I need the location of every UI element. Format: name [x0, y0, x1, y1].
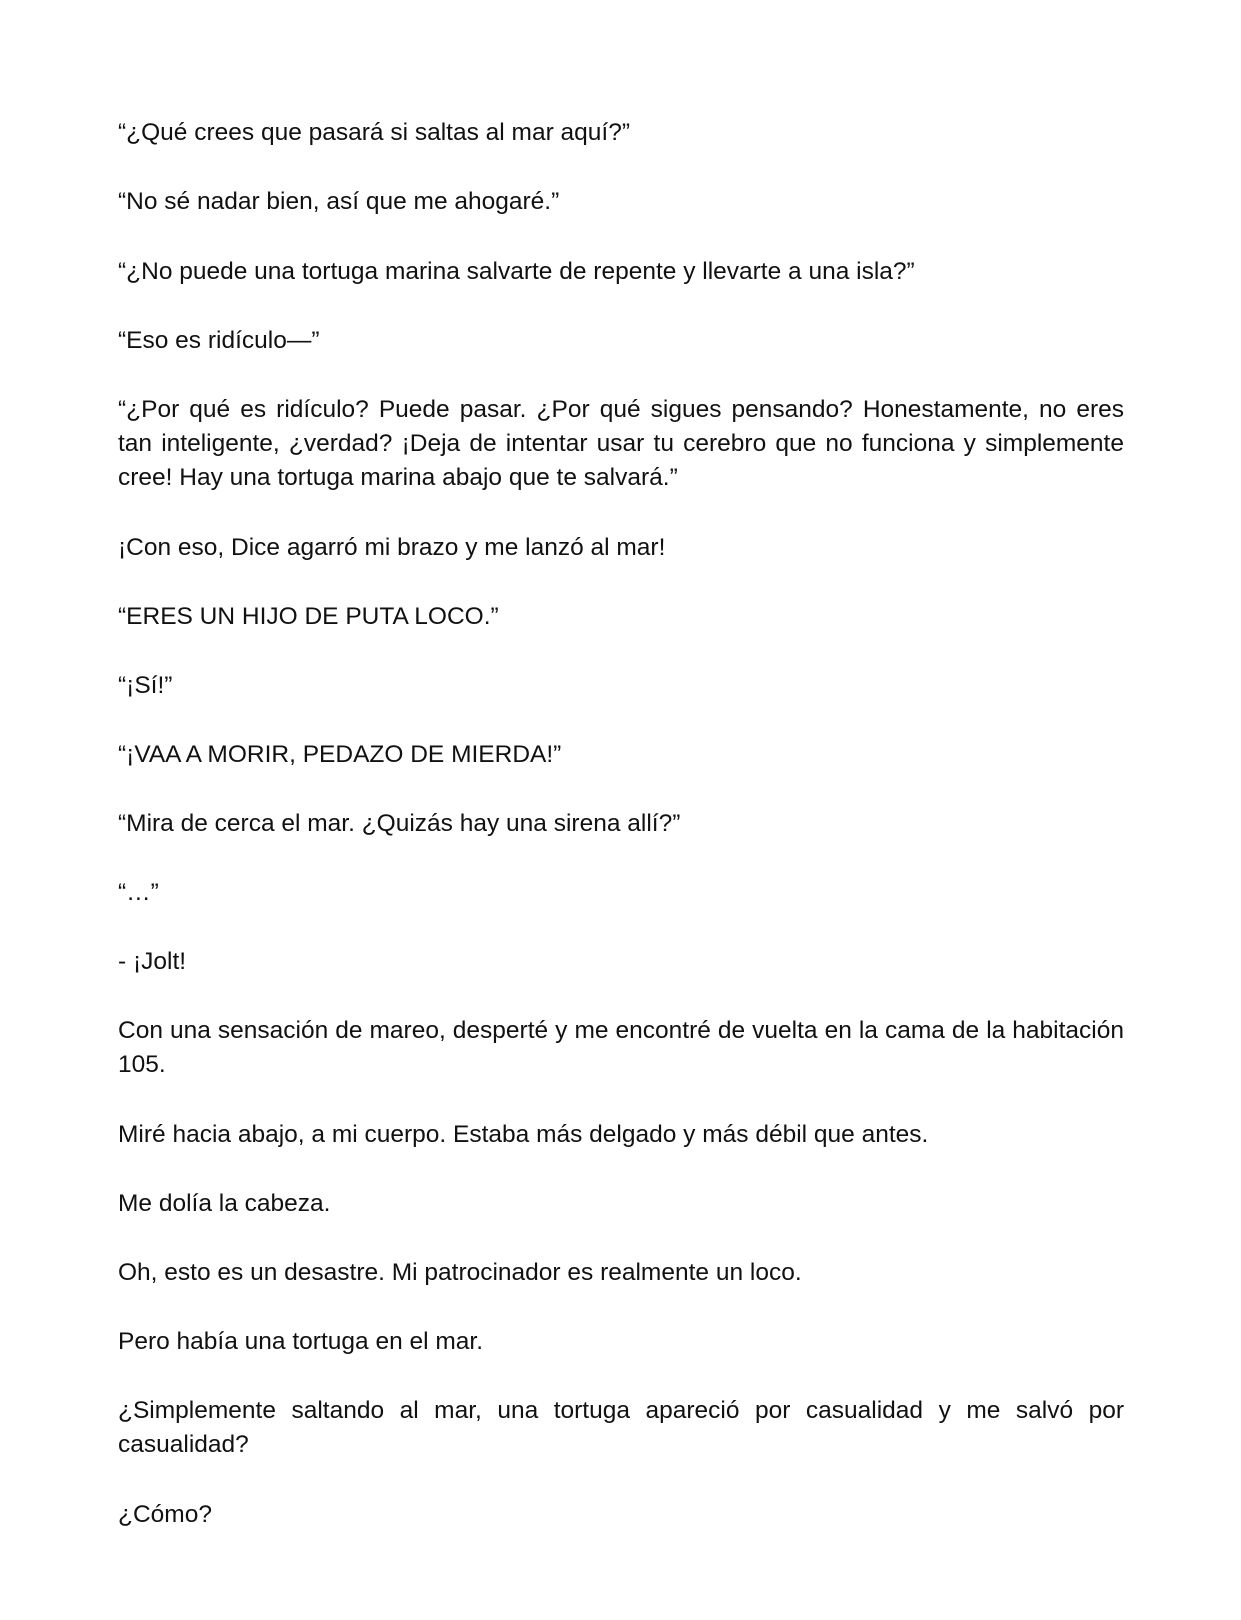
paragraph-6: ¡Con eso, Dice agarró mi brazo y me lanzó al mar!: [118, 534, 666, 561]
paragraph-7: “ERES UN HIJO DE PUTA LOCO.”: [118, 603, 499, 630]
paragraph-16: Oh, esto es un desastre. Mi patrocinador es realmente un loco.: [118, 1259, 802, 1286]
paragraph-19: ¿Cómo?: [118, 1501, 212, 1528]
paragraph-15: Me dolía la cabeza.: [118, 1190, 331, 1217]
paragraph-9: “¡VAA A MORIR, PEDAZO DE MIERDA!”: [118, 741, 562, 768]
paragraph-17: Pero había una tortuga en el mar.: [118, 1328, 484, 1355]
paragraph-14: Miré hacia abajo, a mi cuerpo. Estaba más delgado y más débil que antes.: [118, 1121, 929, 1148]
paragraph-2: “No sé nadar bien, así que me ahogaré.”: [118, 188, 560, 215]
paragraph-8: “¡Sí!”: [118, 672, 173, 699]
paragraph-3: “¿No puede una tortuga marina salvarte de repente y llevarte a una isla?”: [118, 258, 915, 285]
paragraph-1: “¿Qué crees que pasará si saltas al mar aquí?”: [118, 119, 631, 146]
paragraph-4: “Eso es ridículo—”: [118, 327, 320, 354]
paragraph-12: - ¡Jolt!: [118, 948, 187, 975]
paragraph-10: “Mira de cerca el mar. ¿Quizás hay una sirena allí?”: [118, 810, 681, 837]
paragraph-18: ¿Simplemente saltando al mar, una tortuga apareció por casualidad y me salvó por casualidad?: [118, 1397, 1124, 1458]
paragraph-11: “…”: [118, 879, 159, 906]
paragraph-13: Con una sensación de mareo, desperté y me encontré de vuelta en la cama de la habitación 105.: [118, 1017, 1124, 1078]
paragraph-5: “¿Por qué es ridículo? Puede pasar. ¿Por qué sigues pensando? Honestamente, no eres tan inteligente, ¿verdad? ¡Deja de intentar usar tu cerebro que no funciona y simplemente cree! Hay una tortuga marina abajo que te salvará.”: [118, 396, 1124, 491]
